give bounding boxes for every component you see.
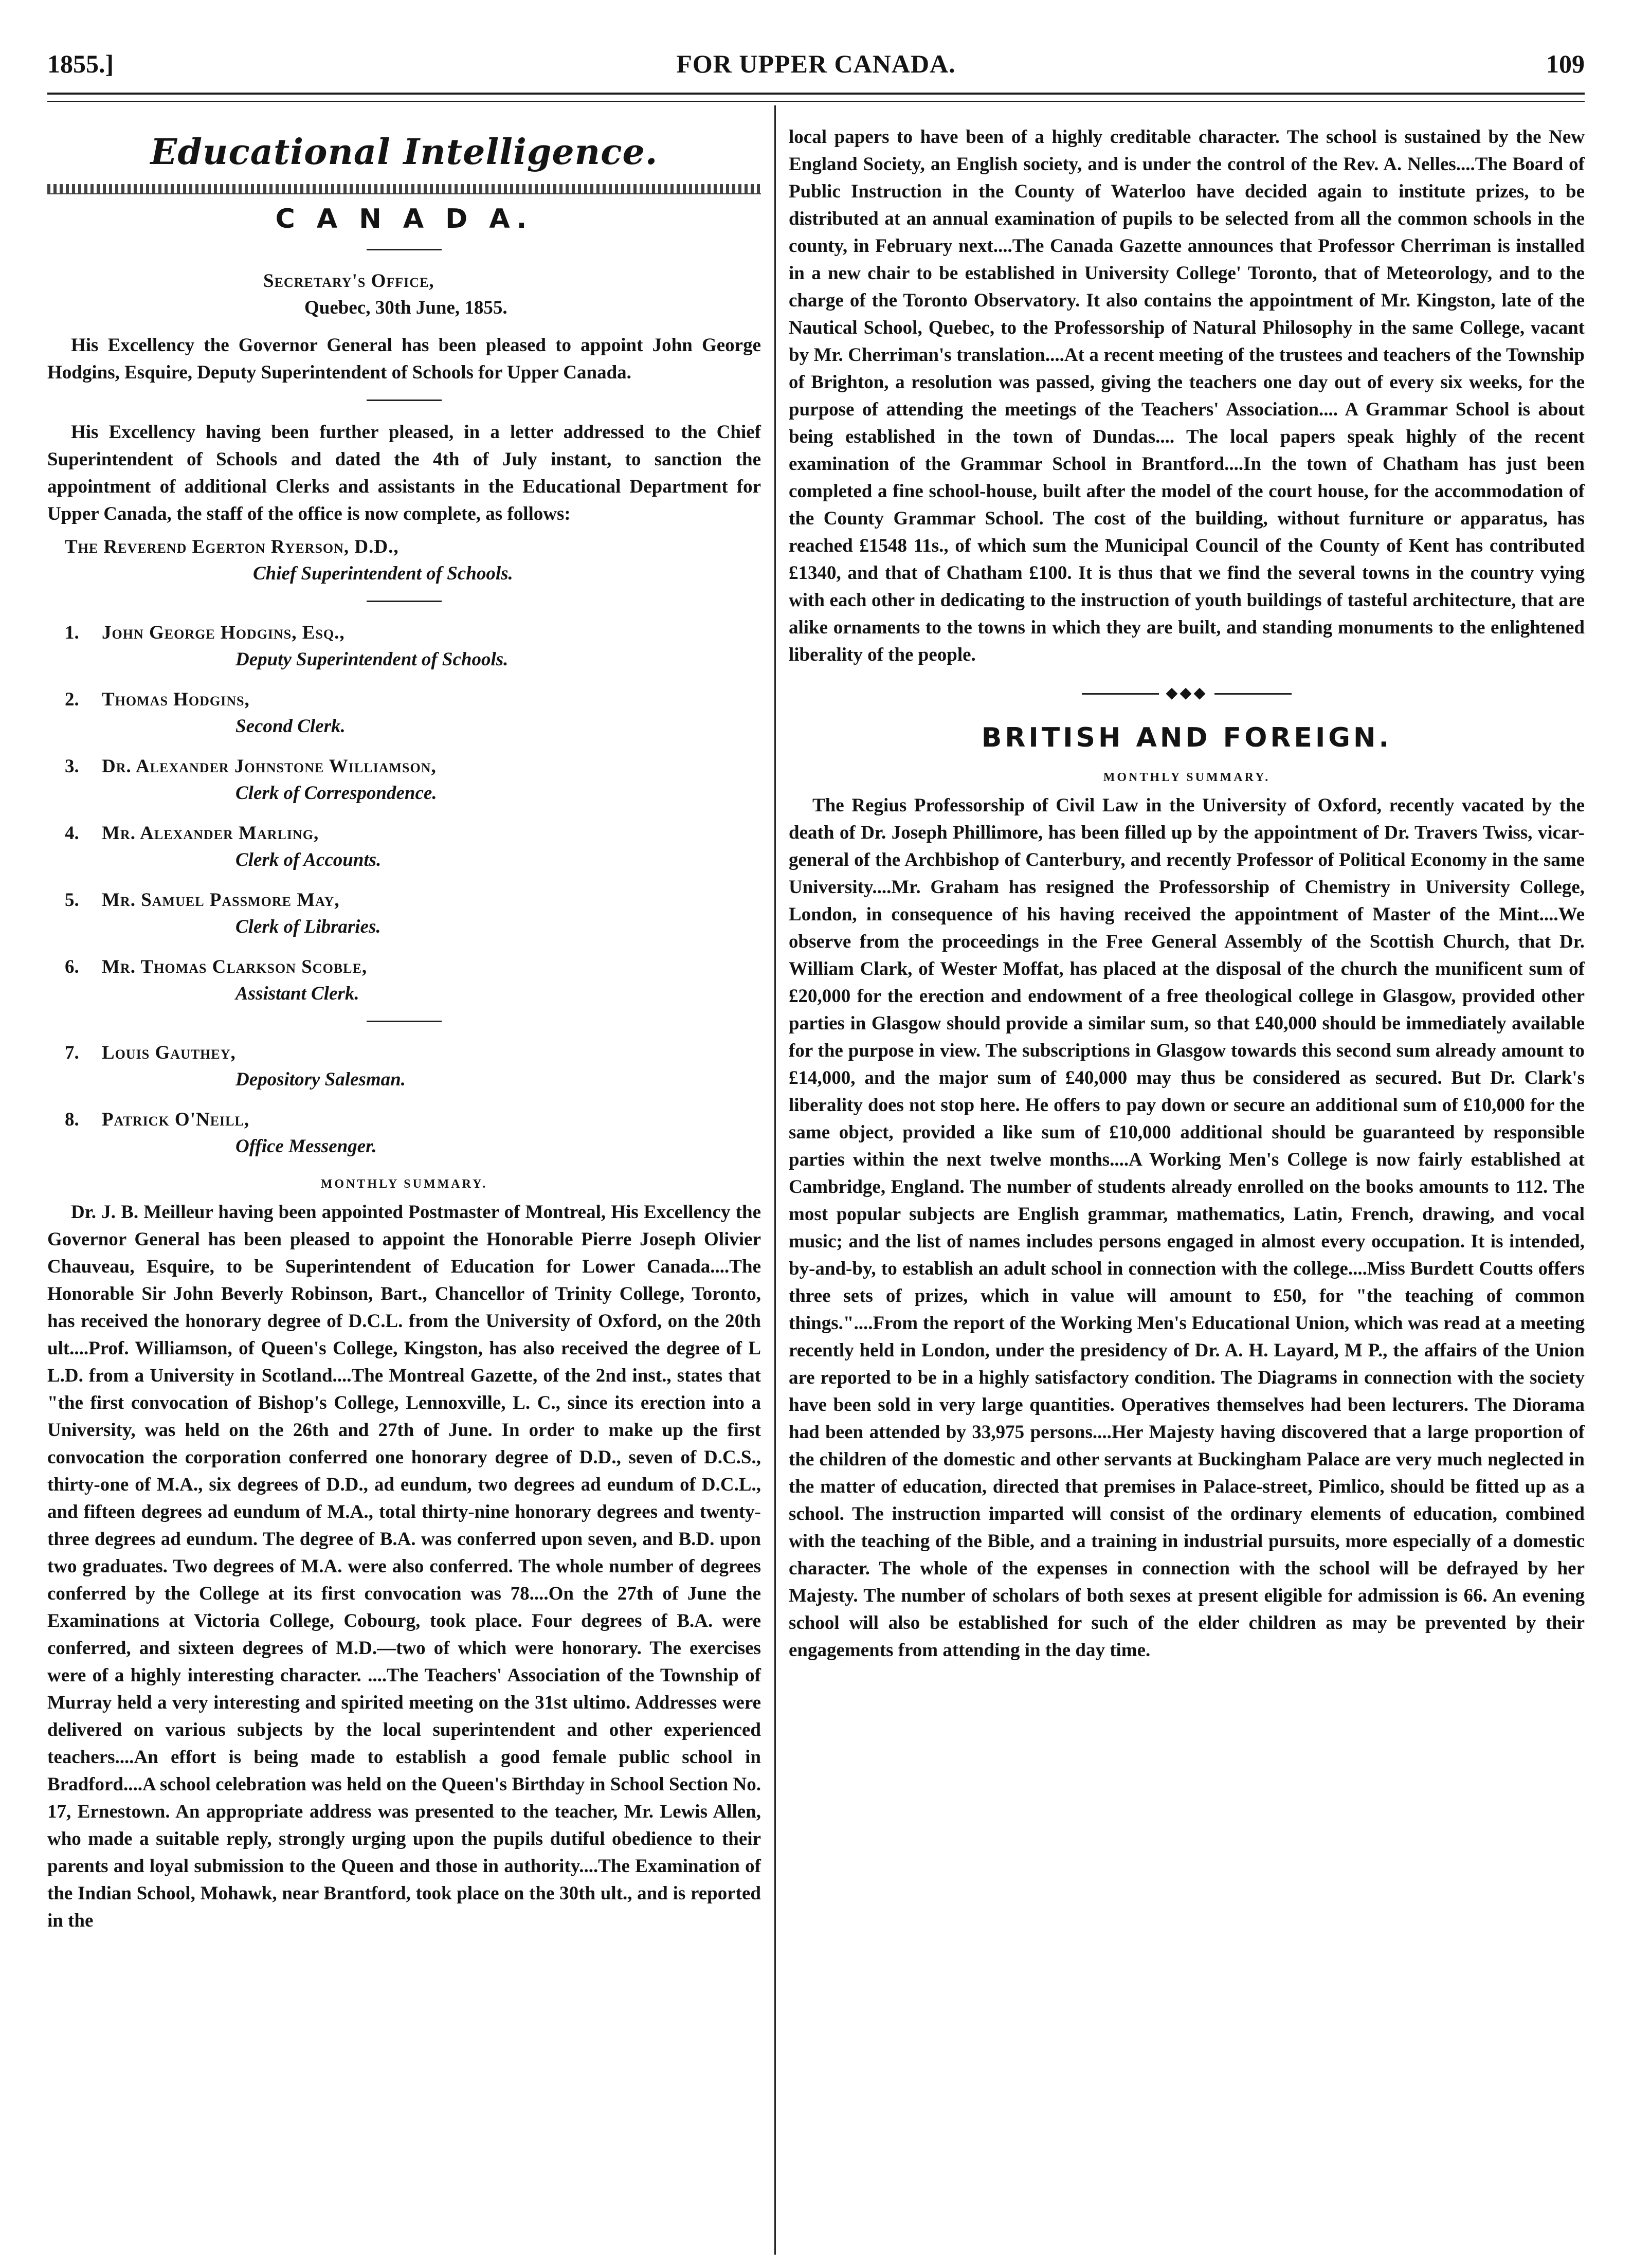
staff-number: 1.	[65, 622, 79, 643]
staff-role: Chief Superintendent of Schools.	[253, 563, 513, 584]
staff-item	[47, 954, 761, 1007]
staff-name: Dr. Alexander Johnstone Williamson,	[102, 756, 437, 777]
staff-list-group-2	[47, 1040, 761, 1160]
staff-number: 7.	[65, 1042, 79, 1063]
header-rule-thick	[47, 93, 1585, 95]
publication-title: FOR UPPER CANADA.	[676, 49, 956, 78]
staff-role: Clerk of Libraries.	[235, 916, 381, 937]
staff-number: 8.	[65, 1109, 79, 1130]
staff-name: Mr. Thomas Clarkson Scoble,	[102, 956, 368, 977]
staff-number: 5.	[65, 890, 79, 911]
ornament-divider	[789, 684, 1585, 702]
british-foreign-heading: BRITISH AND FOREIGN.	[981, 722, 1392, 753]
header-rule-thin	[47, 101, 1585, 102]
staff-item	[47, 686, 761, 740]
staff-name: Louis Gauthey,	[102, 1042, 236, 1063]
office-line: Secretary's Office,	[263, 270, 434, 292]
staff-item	[47, 1040, 761, 1093]
wavy-rule	[47, 184, 761, 194]
running-head	[47, 49, 1585, 90]
monthly-summary-heading: MONTHLY SUMMARY.	[320, 1177, 488, 1191]
staff-item	[47, 1106, 761, 1160]
short-rule	[367, 1021, 442, 1022]
staff-intro-paragraph: His Excellency having been further pleased, in a letter addressed to the Chief Superintendent of Schools and dated the 4th of July instant, to sanction the appointment of additional Clerks and assistants in the Educational Department for Upper Canada, the staff of the office is now complete, as follows:	[47, 422, 761, 524]
monthly-summary-text: Dr. J. B. Meilleur having been appointed Postmaster of Montreal, His Excellency the Governor General has been pleased to appoint the Honorable Pierre Joseph Olivier Chauveau, Esquire, to be Superintendent of Education for Lower Canada....The Honorable Sir John Beverly Robinson, Bart., Chancellor of Trinity College, Toronto, has received the honorary degree of D.C.L. from the University of Oxford, on the 20th ult....Prof. Williamson, of Queen's College, Kingston, has also received the degree of L L.D. from a University in Scotland....The Montreal Gazette, of the 2nd inst., states that "the first convocation of Bishop's College, Lennoxville, L. C., since its erection into a University, was held on the 26th and 27th of June. In order to make up the first convocation the corporation conferred one honorary degree of D.D., seven of D.C.S., thirty-one of M.A., six degrees of D.D., ad eundum, two degrees ad eundum of D.C.L., and fifteen degrees ad eundum of M.A., total thirty-nine honorary degrees and twenty-three degrees ad eundum. The degree of B.A. was conferred upon seven, and B.D. upon two graduates. Two degrees of M.A. were also conferred. The whole number of degrees conferred by the College at its first convocation was 78....On the 27th of June the Examinations at Victoria College, Cobourg, took place. Four degrees of B.A. were conferred, and sixteen degrees of M.D.—two of which were honorary. The exercises were of a highly interesting character. ....The Teachers' Association of the Township of Murray held a very interesting and spirited meeting on the 31st ultimo. Addresses were delivered on various subjects by the local superintendent and other experienced teachers....An effort is being made to establish a good female public school in Bradford....A school celebration was held on the Queen's Birthday in School Section No. 17, Ernestown. An appropriate address was presented to the teacher, Mr. Lewis Allen, who made a suitable reply, strongly urging upon the pupils dutiful obedience to their parents and loyal submission to the Queen and those in authority....The Examination of the Indian School, Mohawk, near Brantford, took place on the 30th ult., and is reported in the	[47, 1202, 761, 1931]
short-rule	[367, 400, 442, 401]
staff-name: Mr. Samuel Passmore May,	[102, 890, 340, 911]
staff-name: Thomas Hodgins,	[102, 689, 250, 710]
staff-role: Depository Salesman.	[235, 1069, 406, 1090]
year-label: 1855.]	[47, 49, 114, 78]
column-divider	[774, 105, 776, 2255]
monthly-summary-text: The Regius Professorship of Civil Law in the University of Oxford, recently vacated by the death of Dr. Joseph Phillimore, has been filled up by the appointment of Dr. Travers Twiss, vicar-general of the Archbishop of Canterbury, and recently Professor of Political Economy in the same University....Mr. Graham has resigned the Professorship of Chemistry in University College, London, in consequence of his having received the appointment of Master of the Mint....We observe from the proceedings in the Free General Assembly of the Scottish Church, that Dr. William Clark, of Wester Moffat, has placed at the disposal of the church the munificent sum of £20,000 for the erection and endowment of a free theological college in Glasgow, provided other parties in Glasgow should provide a similar sum, so that £40,000 should be immediately available for the purpose in view. The subscriptions in Glasgow towards this second sum already amount to £14,000, and the major sum of £40,000 may thus be considered as secured. But Dr. Clark's liberality does not stop here. He offers to pay down or secure an additional sum of £10,000 for the same object, provided a like sum of £10,000 additional should be guaranteed by responsible parties within the next twelve months....A Working Men's College is now fairly established at Cambridge, England. The number of students already enrolled on the books amounts to 112. The most popular subjects are English grammar, mathematics, Latin, French, drawing, and vocal music; and the list of names includes persons engaged in almost every occupation. It is intended, by-and-by, to establish an adult school in connection with the college....Miss Burdett Coutts offers three sets of prizes, which in value will amount to £50, for "the teaching of common things."....From the report of the Working Men's Educational Union, which was read at a meeting recently held in London, under the presidency of Dr. A. H. Layard, M P., the affairs of the Union are reported to be in a highly satisfactory condition. The Diagrams in connection with the society have been sold in very large quantities. Operatives themselves had been lecturers. The Diorama had been attended by 33,975 persons....Her Majesty having discovered that a large proportion of the children of the domestic and other servants at Buckingham Palace are very much neglected in the matter of education, directed that premises in Palace-street, Pimlico, should be fitted up as a school. The instruction imparted will consist of the ordinary elements of education, combined with the teaching of the Bible, and a training in industrial pursuits, more especially of a domestic character. The whole of the expenses in connection with the school will be defrayed by her Majesty. The number of scholars of both sexes at present eligible for admission is 66. An evening school will also be established for such of the elder children as may be prevented by their engagements from attending in the day time.	[789, 795, 1585, 1661]
masthead-title: Educational Intelligence.	[150, 132, 658, 173]
staff-role: Second Clerk.	[235, 716, 346, 737]
dateline	[47, 268, 761, 321]
staff-name: John George Hodgins, Esq.,	[102, 622, 345, 643]
staff-number: 6.	[65, 956, 79, 977]
chief-superintendent-entry	[47, 534, 761, 587]
staff-number: 3.	[65, 756, 79, 777]
place-date-line: Quebec, 30th June, 1855.	[304, 297, 507, 318]
right-column	[789, 123, 1585, 1664]
staff-item	[47, 620, 761, 673]
ornament-bar	[1082, 693, 1159, 695]
staff-role: Clerk of Correspondence.	[235, 783, 437, 804]
canada-heading: C A N A D A.	[275, 204, 533, 234]
staff-name: The Reverend Egerton Ryerson, D.D.,	[65, 536, 399, 557]
monthly-summary-heading: MONTHLY SUMMARY.	[1103, 771, 1271, 784]
staff-item	[47, 887, 761, 940]
left-column	[47, 116, 761, 1934]
staff-role: Assistant Clerk.	[235, 983, 359, 1004]
staff-item	[47, 753, 761, 807]
staff-number: 4.	[65, 823, 79, 844]
staff-number: 2.	[65, 689, 79, 710]
staff-name: Patrick O'Neill,	[102, 1109, 250, 1130]
staff-role: Office Messenger.	[235, 1136, 377, 1157]
staff-role: Clerk of Accounts.	[235, 849, 382, 870]
short-rule	[367, 601, 442, 602]
continued-text: local papers to have been of a highly creditable character. The school is sustained by the New England Society, an English society, and is under the control of the Rev. A. Nelles....The Board of Public Instruction in the County of Waterloo have decided again to institute prizes, to be distributed at an annual examination of pupils to be selected from all the common schools in the county, in February next....The Canada Gazette announces that Professor Cherriman is installed in a new chair to be established in University College' Toronto, that of Meteorology, and to the charge of the Toronto Observatory. It also contains the appointment of Mr. Kingston, late of the Nautical School, Quebec, to the Professorship of Natural Philosophy in the same College, vacant by Mr. Cherriman's translation....At a recent meeting of the trustees and teachers of the Township of Brighton, a resolution was passed, giving the teachers one day out of every six weeks, for the purpose of attending the meetings of the Teachers' Association.... A Grammar School is about being established in the town of Dundas.... The local papers speak highly of the recent examination of the Grammar School in Brantford....In the town of Chatham has just been completed a fine school-house, built after the model of the court house, for the accommodation of the County Grammar School. The cost of the building, without furniture or apparatus, has reached £1548 11s., of which sum the Municipal Council of the County of Kent has contributed £1340, and that of Chatham £100. It is thus that we find the several towns in the country vying with each other in dedicating to the instruction of youth buildings of tasteful architecture, that are alike ornaments to the towns in which they are built, and standing monuments to the enlightened liberality of the people.	[789, 126, 1585, 665]
staff-item	[47, 820, 761, 874]
appointment-paragraph: His Excellency the Governor General has been pleased to appoint John George Hodgins, Esquire, Deputy Superintendent of Schools for Upper Canada.	[47, 335, 761, 383]
short-rule	[367, 249, 442, 250]
staff-name: Mr. Alexander Marling,	[102, 823, 319, 844]
page-number: 109	[1546, 49, 1585, 78]
staff-list-group-1	[47, 620, 761, 1007]
ornament-glyph: ◆◆◆	[1166, 684, 1208, 702]
staff-role: Deputy Superintendent of Schools.	[235, 649, 509, 670]
ornament-bar	[1214, 693, 1292, 695]
